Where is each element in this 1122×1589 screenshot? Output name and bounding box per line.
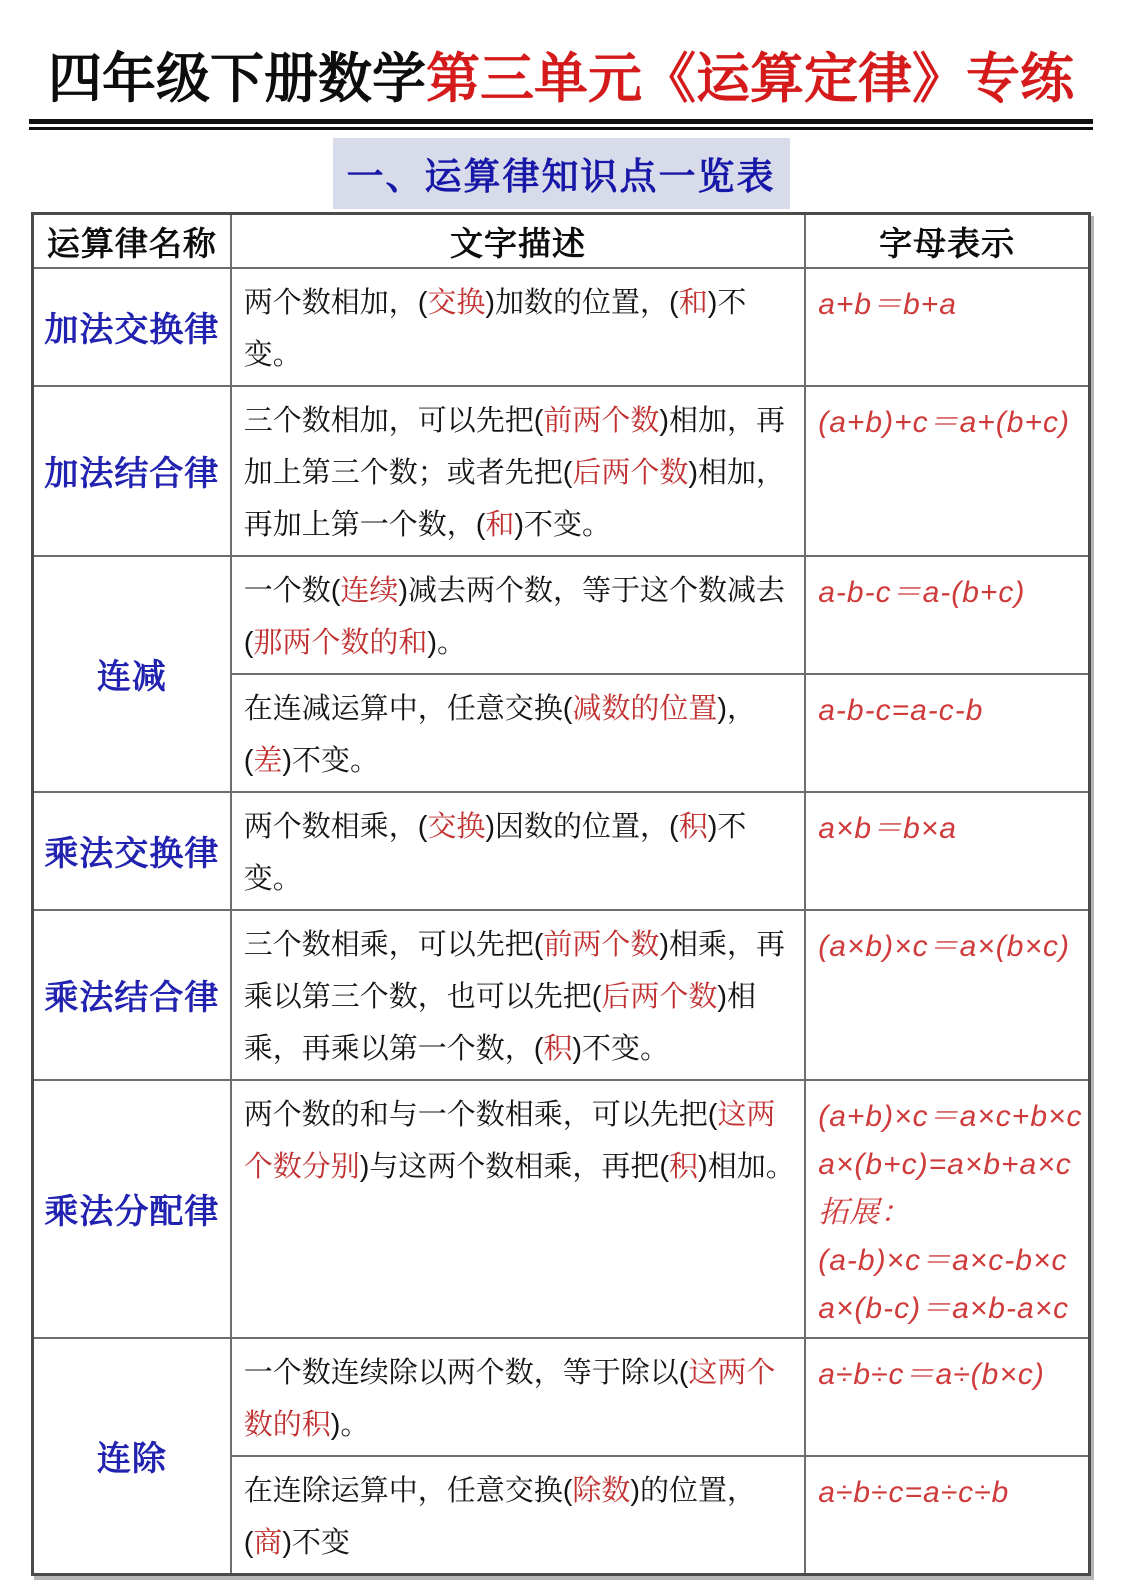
description-text: )相乘，再乘以第三个数，也可以先把( [243,928,786,1013]
law-name-cell: 连除 [33,1338,231,1575]
law-formula-cell [805,792,1089,910]
law-formula-cell [805,1080,1089,1338]
description-text: 三个数相加，可以先把( [243,404,544,437]
description-highlight-text: 减数的位置 [572,692,718,725]
page-title-black-part: 四年级下册数学 [48,49,426,109]
table-row [33,268,1090,386]
table-row [33,792,1090,910]
description-text: )不变。 [243,810,747,895]
description-highlight-text: 差 [253,744,283,777]
description-text: )不变 [282,1526,351,1559]
formula-line: a÷b÷c＝a÷(b×c) [818,1357,1045,1391]
formula-line: a×(b+c)=a×b+a×c [818,1147,1072,1181]
description-text: 三个数相乘，可以先把( [243,928,544,961]
description-highlight-text: 后两个数 [601,980,718,1013]
description-text: )不变。 [514,508,612,541]
description-text: )因数的位置，( [485,810,679,843]
title-divider-thick-line [29,119,1093,124]
description-highlight-text: 前两个数 [543,404,660,437]
column-header-0: 运算律名称 [33,214,231,268]
title-divider [29,119,1093,130]
description-text: )的位置，( [243,1474,757,1559]
description-text: )加数的位置，( [485,286,679,319]
description-highlight-text: 积 [669,1150,699,1183]
law-description-cell [231,910,806,1080]
law-description-cell [231,1456,806,1575]
table-header-row [33,214,1090,268]
description-highlight-text: 和 [485,508,515,541]
description-highlight-text: 交换 [427,810,486,843]
law-name-cell: 乘法分配律 [33,1080,231,1338]
law-name-cell: 加法结合律 [33,386,231,556]
description-text: 在连除运算中，任意交换( [243,1474,573,1507]
formula-line: a-b-c＝a-(b+c) [818,575,1026,609]
table-row [33,910,1090,1080]
description-highlight-text: 商 [253,1526,283,1559]
law-description-cell [231,268,806,386]
description-highlight-text: 后两个数 [572,456,689,489]
law-description-cell [231,1080,806,1338]
law-name-cell: 乘法交换律 [33,792,231,910]
law-formula-cell [805,268,1089,386]
law-formula-cell [805,1338,1089,1456]
column-header-2: 字母表示 [805,214,1089,268]
formula-line: (a×b)×c＝a×(b×c) [818,929,1070,963]
law-formula-cell [805,674,1089,792]
description-highlight-text: 交换 [427,286,486,319]
table-header [33,214,1090,268]
description-text: )不变。 [243,286,747,371]
section-heading-wrap [0,138,1122,202]
law-description-cell [231,556,806,674]
description-highlight-text: 那两个数的和 [253,626,428,659]
description-text: )。 [330,1408,370,1441]
page-title [0,50,1122,109]
title-divider-thin-line [29,127,1093,130]
description-text: )，( [243,692,757,777]
description-text: 两个数相加，( [243,286,428,319]
description-highlight-text: 和 [678,286,708,319]
table-row [33,556,1090,674]
law-formula-cell [805,1456,1089,1575]
description-text: )不变。 [572,1032,670,1065]
law-name-cell: 乘法结合律 [33,910,231,1080]
law-description-cell [231,674,806,792]
law-name-cell: 连减 [33,556,231,792]
description-text: )不变。 [282,744,380,777]
formula-line: (a-b)×c＝a×c-b×c [818,1243,1068,1277]
table-body [33,268,1090,1575]
description-text: )相乘，再乘以第一个数，( [243,980,757,1065]
description-highlight-text: 这两个数的积 [243,1356,776,1441]
table-row [33,386,1090,556]
law-description-cell [231,1338,806,1456]
law-description-cell [231,792,806,910]
formula-line: a×(b-c)＝a×b-a×c [818,1291,1070,1325]
formula-line: a÷b÷c=a÷c÷b [818,1475,1010,1509]
formula-line: a-b-c=a-c-b [818,693,984,727]
table-row [33,1338,1090,1456]
description-highlight-text: 积 [543,1032,573,1065]
description-text: )与这两个数相乘，再把( [359,1150,670,1183]
table-row [33,1080,1090,1338]
description-text: )相加，再加上第一个数，( [243,456,786,541]
page-title-red-part: 第三单元《运算定律》专练 [426,49,1074,109]
law-formula-cell [805,910,1089,1080]
description-text: 一个数连续除以两个数，等于除以( [243,1356,689,1389]
description-highlight-text: 除数 [572,1474,631,1507]
description-text: )相加，再加上第三个数；或者先把( [243,404,786,489]
formula-line: 拓展： [818,1195,912,1229]
law-name-cell: 加法交换律 [33,268,231,386]
description-text: 一个数( [243,574,341,607]
column-header-1: 文字描述 [231,214,806,268]
description-highlight-text: 积 [678,810,708,843]
law-formula-cell [805,556,1089,674]
description-text: 在连减运算中，任意交换( [243,692,573,725]
formula-line: a×b＝b×a [818,811,957,845]
law-formula-cell [805,386,1089,556]
law-description-cell [231,386,806,556]
description-text: )相加。 [698,1150,795,1183]
operation-laws-table [31,212,1091,1576]
formula-line: a+b＝b+a [818,287,957,321]
formula-line: (a+b)×c＝a×c+b×c [818,1099,1083,1133]
description-text: 两个数的和与一个数相乘，可以先把( [243,1098,718,1131]
description-text: )减去两个数，等于这个数减去( [243,574,786,659]
formula-line: (a+b)+c＝a+(b+c) [818,405,1070,439]
description-text: )。 [427,626,467,659]
description-text: 两个数相乘，( [243,810,428,843]
description-highlight-text: 连续 [340,574,399,607]
description-highlight-text: 前两个数 [543,928,660,961]
section-heading: 一、运算律知识点一览表 [333,138,790,209]
description-highlight-text: 这两个数分别 [243,1098,776,1183]
